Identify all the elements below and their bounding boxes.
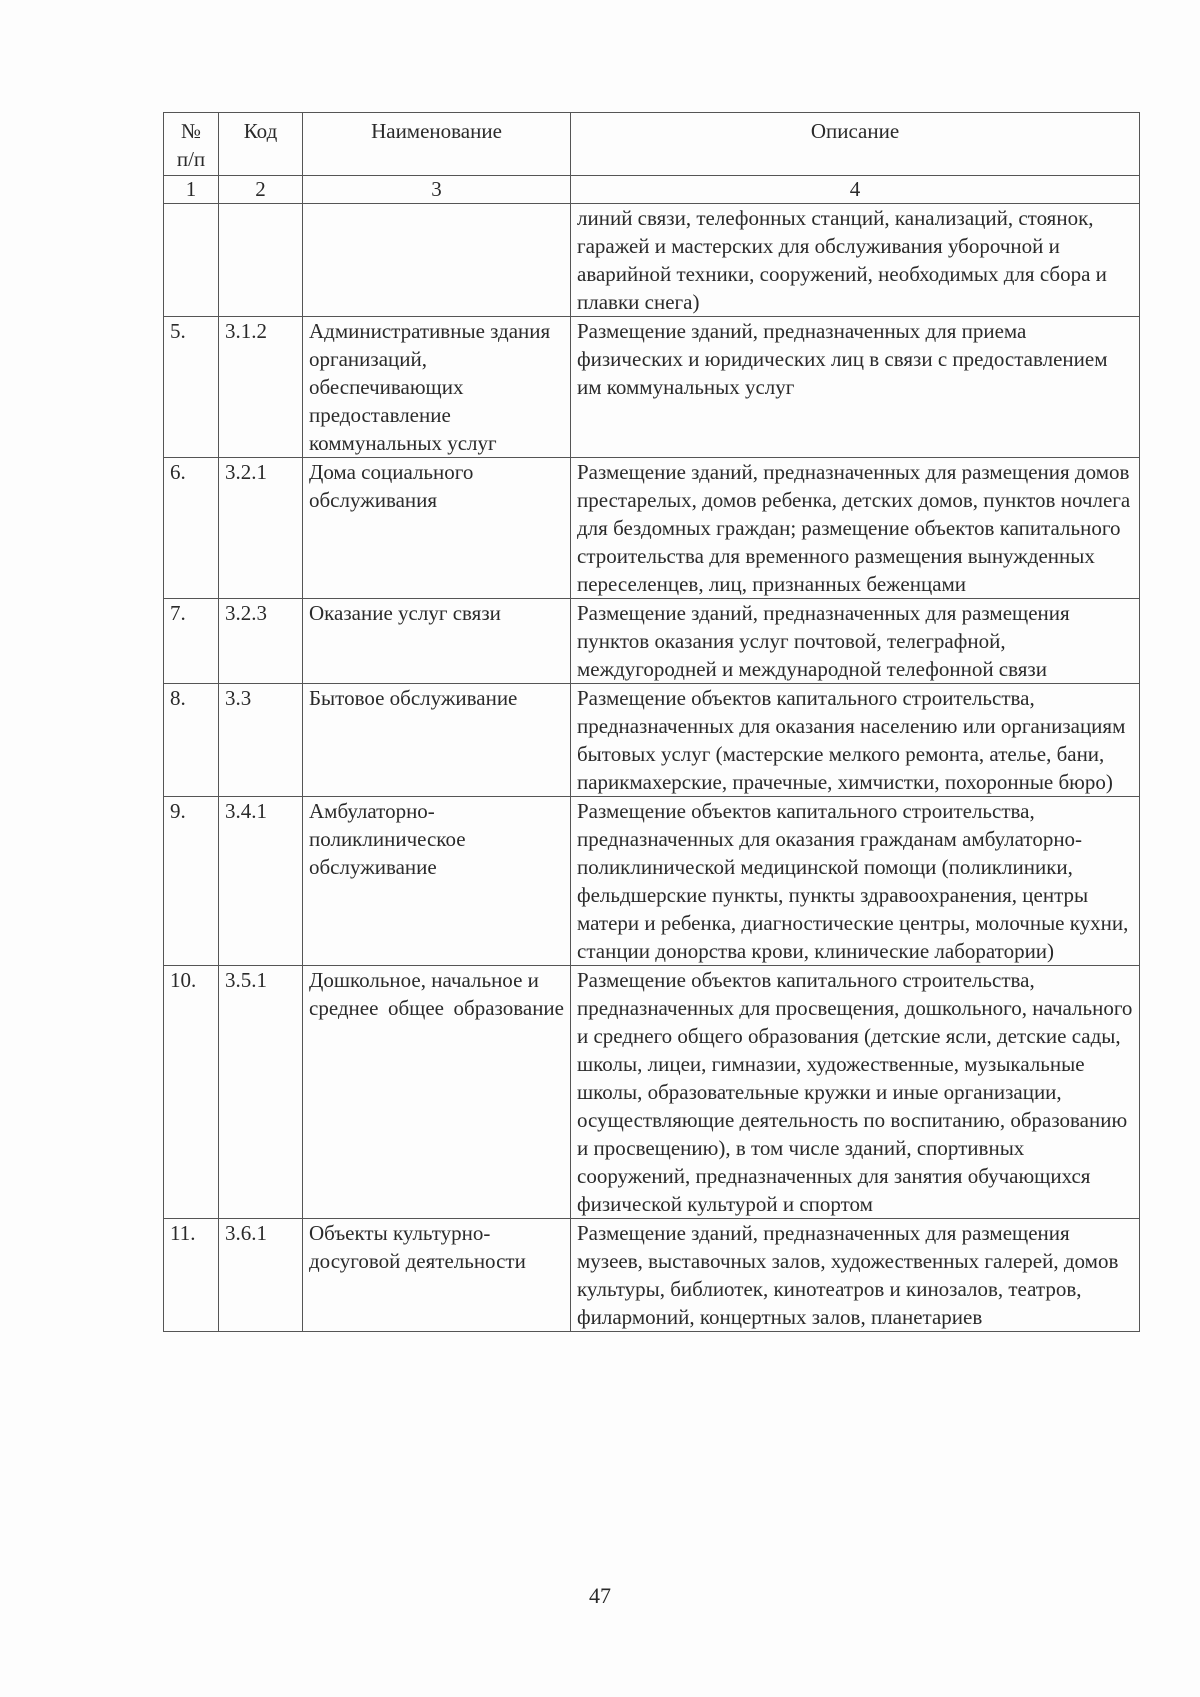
row-code: 3.2.1 [219,458,303,599]
row-description: Размещение зданий, предназначенных для размещения домов престарелых, домов ребенка, детских домов, пунктов ночлега для бездомных граждан; размещение объектов капитального строительства для временного размещения вынужденных переселенцев, лиц, признанных беженцами [571,458,1140,599]
column-number: 2 [219,176,303,204]
column-number-row [164,176,1140,204]
header-code: Код [219,113,303,176]
row-description: Размещение объектов капитального строительства, предназначенных для оказания населению или организациям бытовых услуг (мастерские мелкого ремонта, ателье, бани, парикмахерские, прачечные, химчистки, похоронные бюро) [571,684,1140,797]
row-name: Бытовое обслуживание [303,684,571,797]
row-description: Размещение объектов капитального строительства, предназначенных для оказания гражданам амбулаторно-поликлинической медицинской помощи (поликлиники, фельдшерские пункты, пункты здравоохранения, центры матери и ребенка, диагностические центры, молочные кухни, станции донорства крови, клинические лаборатории) [571,797,1140,966]
table-row [164,684,1140,797]
table-row [164,458,1140,599]
table-row [164,1219,1140,1332]
row-name: Амбулаторно-поликлиническое обслуживание [303,797,571,966]
table-row [164,797,1140,966]
row-number: 7. [164,599,219,684]
row-number [164,204,219,317]
row-number: 8. [164,684,219,797]
table-row [164,204,1140,317]
page-number: 47 [589,1583,611,1608]
row-description: Размещение зданий, предназначенных для размещения пунктов оказания услуг почтовой, телеграфной, междугородней и международной телефонной связи [571,599,1140,684]
row-name [303,204,571,317]
column-number: 3 [303,176,571,204]
table-row [164,966,1140,1219]
table-row [164,599,1140,684]
row-description: Размещение объектов капитального строительства, предназначенных для просвещения, дошкольного, начального и среднего общего образования (детские ясли, детские сады, школы, лицеи, гимназии, художественные, музыкальные школы, образовательные кружки и иные организации, осуществляющие деятельность по воспитанию, образованию и просвещению), в том числе зданий, спортивных сооружений, предназначенных для занятия обучающихся физической культурой и спортом [571,966,1140,1219]
row-code: 3.1.2 [219,317,303,458]
row-code [219,204,303,317]
header-description: Описание [571,113,1140,176]
row-code: 3.2.3 [219,599,303,684]
row-number: 5. [164,317,219,458]
row-description: Размещение зданий, предназначенных для приема физических и юридических лиц в связи с предоставлением им коммунальных услуг [571,317,1140,458]
table-row [164,317,1140,458]
row-name: Дошкольное, начальное и среднее общее образование [303,966,571,1219]
row-number: 11. [164,1219,219,1332]
header-number: № п/п [164,113,219,176]
column-number: 4 [571,176,1140,204]
row-code: 3.6.1 [219,1219,303,1332]
row-number: 6. [164,458,219,599]
row-name: Административные здания организаций, обеспечивающих предоставление коммунальных услуг [303,317,571,458]
row-description: линий связи, телефонных станций, канализаций, стоянок, гаражей и мастерских для обслуживания уборочной и аварийной техники, сооружений, необходимых для сбора и плавки снега) [571,204,1140,317]
row-number: 10. [164,966,219,1219]
column-number: 1 [164,176,219,204]
row-name: Объекты культурно-досуговой деятельности [303,1219,571,1332]
row-name: Дома социального обслуживания [303,458,571,599]
row-code: 3.3 [219,684,303,797]
row-description: Размещение зданий, предназначенных для размещения музеев, выставочных залов, художественных галерей, домов культуры, библиотек, кинотеатров и кинозалов, театров, филармоний, концертных залов, планетариев [571,1219,1140,1332]
table-header-row [164,113,1140,176]
row-name: Оказание услуг связи [303,599,571,684]
row-code: 3.5.1 [219,966,303,1219]
land-use-table [163,112,1140,1332]
row-code: 3.4.1 [219,797,303,966]
row-number: 9. [164,797,219,966]
header-name: Наименование [303,113,571,176]
